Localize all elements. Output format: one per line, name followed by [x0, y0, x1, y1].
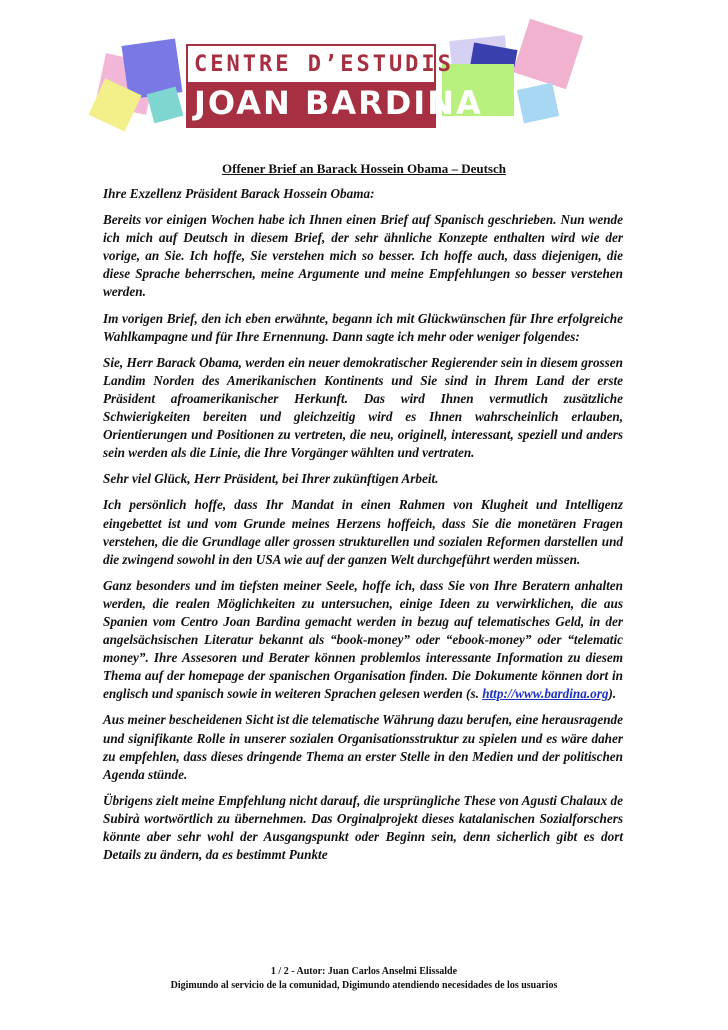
bardina-website-link[interactable]: http://www.bardina.org	[482, 686, 609, 702]
logo-text-line1: CENTRE D’ESTUDIS	[194, 52, 454, 77]
logo-text-line2: JOAN BARDINA	[194, 84, 483, 122]
letter-body	[103, 185, 623, 872]
footer-page-author: 1 / 2 - Autor: Juan Carlos Anselmi Elissalde	[270, 966, 458, 977]
paragraph-1: Bereits vor einigen Wochen habe ich Ihnen einen Brief auf Spanisch geschrieben. Nun wende ich mich auf Deutsch in diesem Brief, der sehr ähnliche Konzepte enthalten wird wie der vorige, an Sie. Ich hoffe, Sie verstehen mich so besser. Ich hoffe auch, dass diejenigen, die diese Sprache beherrschen, meine Argumente und meine Empfehlungen so besser verstehen werden.	[103, 212, 623, 300]
footer-tagline: Digimundo al servicio de la comunidad, Digimundo atendiendo necesidades de los usuarios	[170, 980, 558, 991]
decor-square-lightblue	[517, 83, 559, 124]
document-title: Offener Brief an Barack Hossein Obama – Deutsch	[222, 161, 506, 176]
decor-square-pink-right	[513, 19, 584, 90]
header-logo-area	[0, 0, 728, 140]
paragraph-3: Sie, Herr Barack Obama, werden ein neuer demokratischer Regierender sein in diesem grossen Landim Norden des Amerikanischen Kontinents und Sie sind in Ihrem Land der erste Präsident afroamerikanischer Herkunft. Das wird Ihnen vermutlich zusätzliche Schwierigkeiten bereiten und gleichzeitig wird es Ihnen wahrscheinlich erlauben, Orientierungen und Positionen zu vertreten, die neu, originell, interessant, speziell und anders sein werden als die Linie, die Ihre Vorgänger wählten und vertraten.	[103, 354, 623, 461]
page-footer	[0, 965, 728, 993]
paragraph-8: Übrigens zielt meine Empfehlung nicht darauf, die ursprüngliche These von Agusti Chalaux de Subirà wortwörtlich zu übernehmen. Das Orginalprojekt dieses katalanischen Sozialforschers könnte aber sehr wohl der Ausgangspunkt oder Beginn sein, denn sicherlich gibt es dort Details zu ändern, da es bestimmt Punkte	[103, 792, 623, 863]
paragraph-2: Im vorigen Brief, den ich eben erwähnte, begann ich mit Glückwünschen für Ihre erfolgreiche Wahlkampagne und für Ihre Ernennung. Dann sagte ich mehr oder weniger folgendes:	[103, 310, 623, 344]
paragraph-5: Ich persönlich hoffe, dass Ihr Mandat in einen Rahmen von Klugheit und Intelligenz eingebettet ist und vom Grunde meines Herzens hoffeich, dass Sie die monetären Fragen verstehen, die die Grundlage aller grossen strukturellen und sozialen Reformen darstellen und die zwingend sowohl in den USA wie auf der ganzen Welt durchgeführt werden müssen.	[103, 497, 623, 567]
paragraph-7: Aus meiner bescheidenen Sicht ist die telematische Währung dazu berufen, eine herausragende und signifikante Rolle in unserer sozialen Organisationsstruktur zu spielen und es wäre daher zu empfehlen, dass dieses dringende Thema an erster Stelle in den Medien und der politischen Agenda stünde.	[103, 712, 623, 782]
paragraph-4: Sehr viel Glück, Herr Präsident, bei Ihrer zukünftigen Arbeit.	[103, 471, 439, 487]
paragraph-6-text: Ganz besonders und im tiefsten meiner Seele, hoffe ich, dass Sie von Ihre Beratern anhalten werden, die realen Möglichkeiten zu untersuchen, einige Ideen zu verwirklichen, die aus Spanien vom Centro Joan Bardina gemacht werden in bezug auf telematisches Geld, in der angelsächsischen Literatur bekannt als “book-money” oder “ebook-money” oder “telematic money”. Ihre Assesoren und Berater können problemlos interessante Information zu diesem Thema auf der homepage der spanischen Organisation finden. Die Dokumente können dort in englisch und spanisch sowie in weiteren Sprachen gelesen werden (s.	[103, 577, 623, 702]
paragraph-6	[103, 577, 623, 704]
salutation: Ihre Exzellenz Präsident Barack Hossein Obama:	[103, 186, 375, 201]
logo	[186, 44, 483, 128]
paragraph-6-end: ).	[608, 686, 617, 702]
